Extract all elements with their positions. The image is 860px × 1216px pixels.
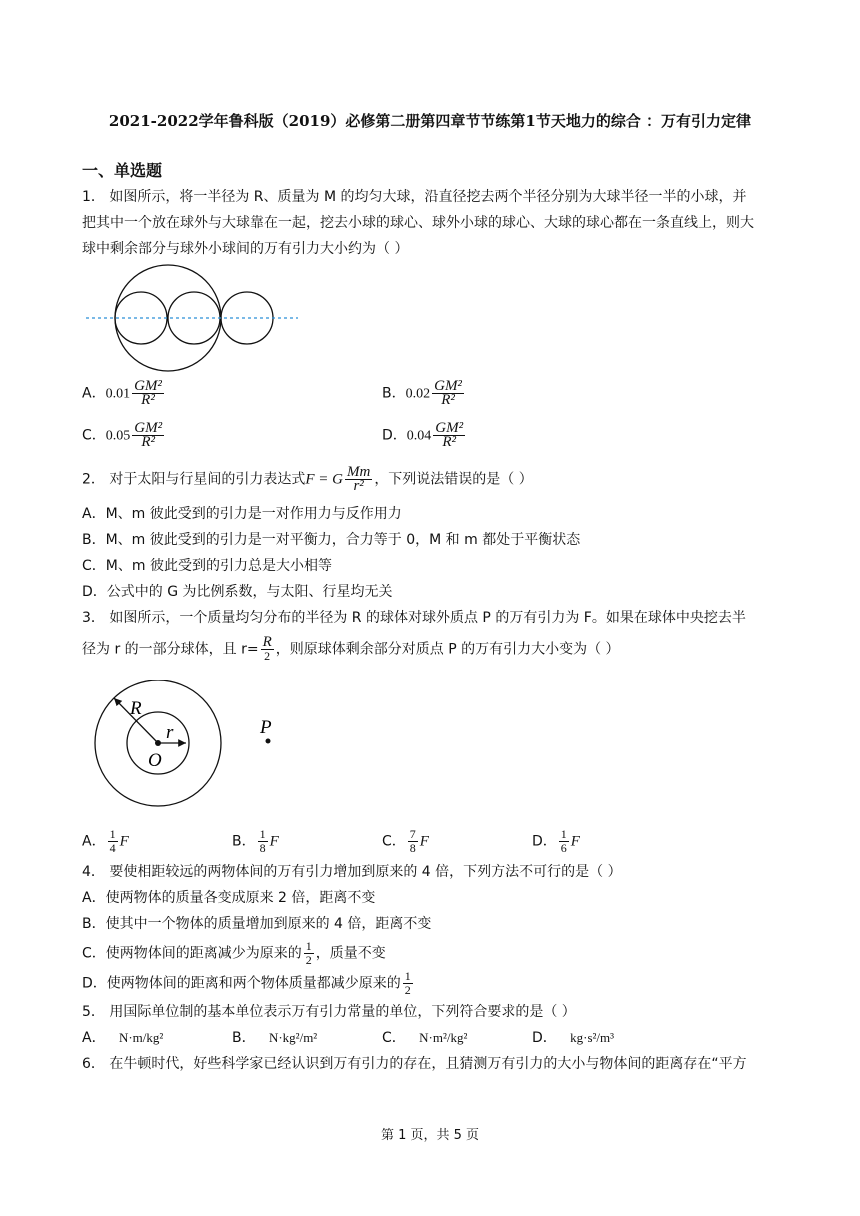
q5-option-c: C． N·m²/kg² bbox=[382, 1030, 468, 1046]
q5-option-b: B． N·kg²/m² bbox=[232, 1030, 318, 1046]
q1-stem-line1: 1． 如图所示，将一半径为 R、质量为 M 的均匀大球，沿直径挖去两个半径分别为大球半径一半的小球，并 bbox=[82, 189, 747, 205]
q4-option-a: A．使两物体的质量各变成原来 2 倍，距离不变 bbox=[82, 890, 376, 906]
q3-option-d: D． $\frac{1}{6}$ F bbox=[532, 827, 580, 855]
q2-option-d: D．公式中的 G 为比例系数，与太阳、行星均无关 bbox=[82, 584, 393, 600]
q1-option-a: A．0.01 $\frac{\text{GM²}}{\text{R²}}$ bbox=[82, 378, 162, 408]
q2-option-c: C．M、m 彼此受到的引力总是大小相等 bbox=[82, 558, 332, 574]
q5-option-d: D． kg·s²/m³ bbox=[532, 1030, 615, 1046]
q3-option-b: B． $\frac{1}{8}$ F bbox=[232, 827, 279, 855]
q2-option-a: A．M、m 彼此受到的引力是一对作用力与反作用力 bbox=[82, 506, 402, 522]
label-P: P bbox=[260, 717, 272, 738]
q2-option-b: B．M、m 彼此受到的引力是一对平衡力，合力等于 0，M 和 m 都处于平衡状态 bbox=[82, 532, 581, 548]
label-r: r bbox=[166, 722, 174, 743]
q4-option-b: B．使其中一个物体的质量增加到原来的 4 倍，距离不变 bbox=[82, 916, 432, 932]
page-title: 2021-2022学年鲁科版（2019）必修第二册第四章节节练第1节天地力的综合 ：万有引力定律 bbox=[108, 112, 752, 130]
q1-figure-spheres bbox=[84, 262, 304, 374]
q4-stem: 4． 要使相距较远的两物体间的万有引力增加到原来的 4 倍，下列方法不可行的是（ ） bbox=[82, 864, 622, 880]
q3-option-a: A． $\frac{1}{4}$ F bbox=[82, 827, 129, 855]
q1-option-b: B．0.02 $\frac{\text{GM²}}{\text{R²}}$ bbox=[382, 378, 462, 408]
q3-option-c: C． $\frac{7}{8}$ F bbox=[382, 827, 429, 855]
label-O: O bbox=[148, 750, 162, 771]
q5-option-a: A． N·m/kg² bbox=[82, 1030, 164, 1046]
q1-option-d: D．0.04 $\frac{\text{GM²}}{\text{R²}}$ bbox=[382, 420, 464, 450]
q2-stem: 2． 对于太阳与行星间的引力表达式F = G $\frac{Mm}{\text{r²}}$ ，下列说法错误的是（ ） bbox=[82, 464, 533, 494]
label-R: R bbox=[130, 698, 142, 719]
q3-figure-sphere bbox=[90, 680, 300, 814]
page-footer: 第 1 页，共 5 页 bbox=[380, 1128, 480, 1143]
q6-stem-line1: 6． 在牛顿时代，好些科学家已经认识到万有引力的存在，且猜测万有引力的大小与物体间的距离存在“平方 bbox=[82, 1056, 747, 1072]
q1-stem-line2: 把其中一个放在球外与大球靠在一起，挖去小球的球心、球外小球的球心、大球的球心都在一条直线上，则大 bbox=[82, 215, 754, 231]
section-heading: 一、单选题 bbox=[82, 161, 163, 180]
q4-option-c: C．使两物体间的距离减少为原来的 $\frac{1}{2}$ ，质量不变 bbox=[82, 939, 386, 967]
q5-stem: 5． 用国际单位制的基本单位表示万有引力常量的单位，下列符合要求的是（ ） bbox=[82, 1004, 576, 1020]
q3-stem-line2: 径为 r 的一部分球体，且 r= $\frac{R}{2}$ ，则原球体剩余部分对质点 P 的万有引力大小变为（ ） bbox=[82, 634, 620, 663]
q1-stem-line3: 球中剩余部分与球外小球间的万有引力大小约为（ ） bbox=[82, 241, 409, 257]
q1-option-c: C．0.05 $\frac{\text{GM²}}{\text{R²}}$ bbox=[82, 420, 163, 450]
q4-option-d: D．使两物体间的距离和两个物体质量都减少原来的 $\frac{1}{2}$ bbox=[82, 969, 411, 997]
q3-stem-line1: 3． 如图所示，一个质量均匀分布的半径为 R 的球体对球外质点 P 的万有引力为 F。如果在球体中央挖去半 bbox=[82, 610, 746, 626]
